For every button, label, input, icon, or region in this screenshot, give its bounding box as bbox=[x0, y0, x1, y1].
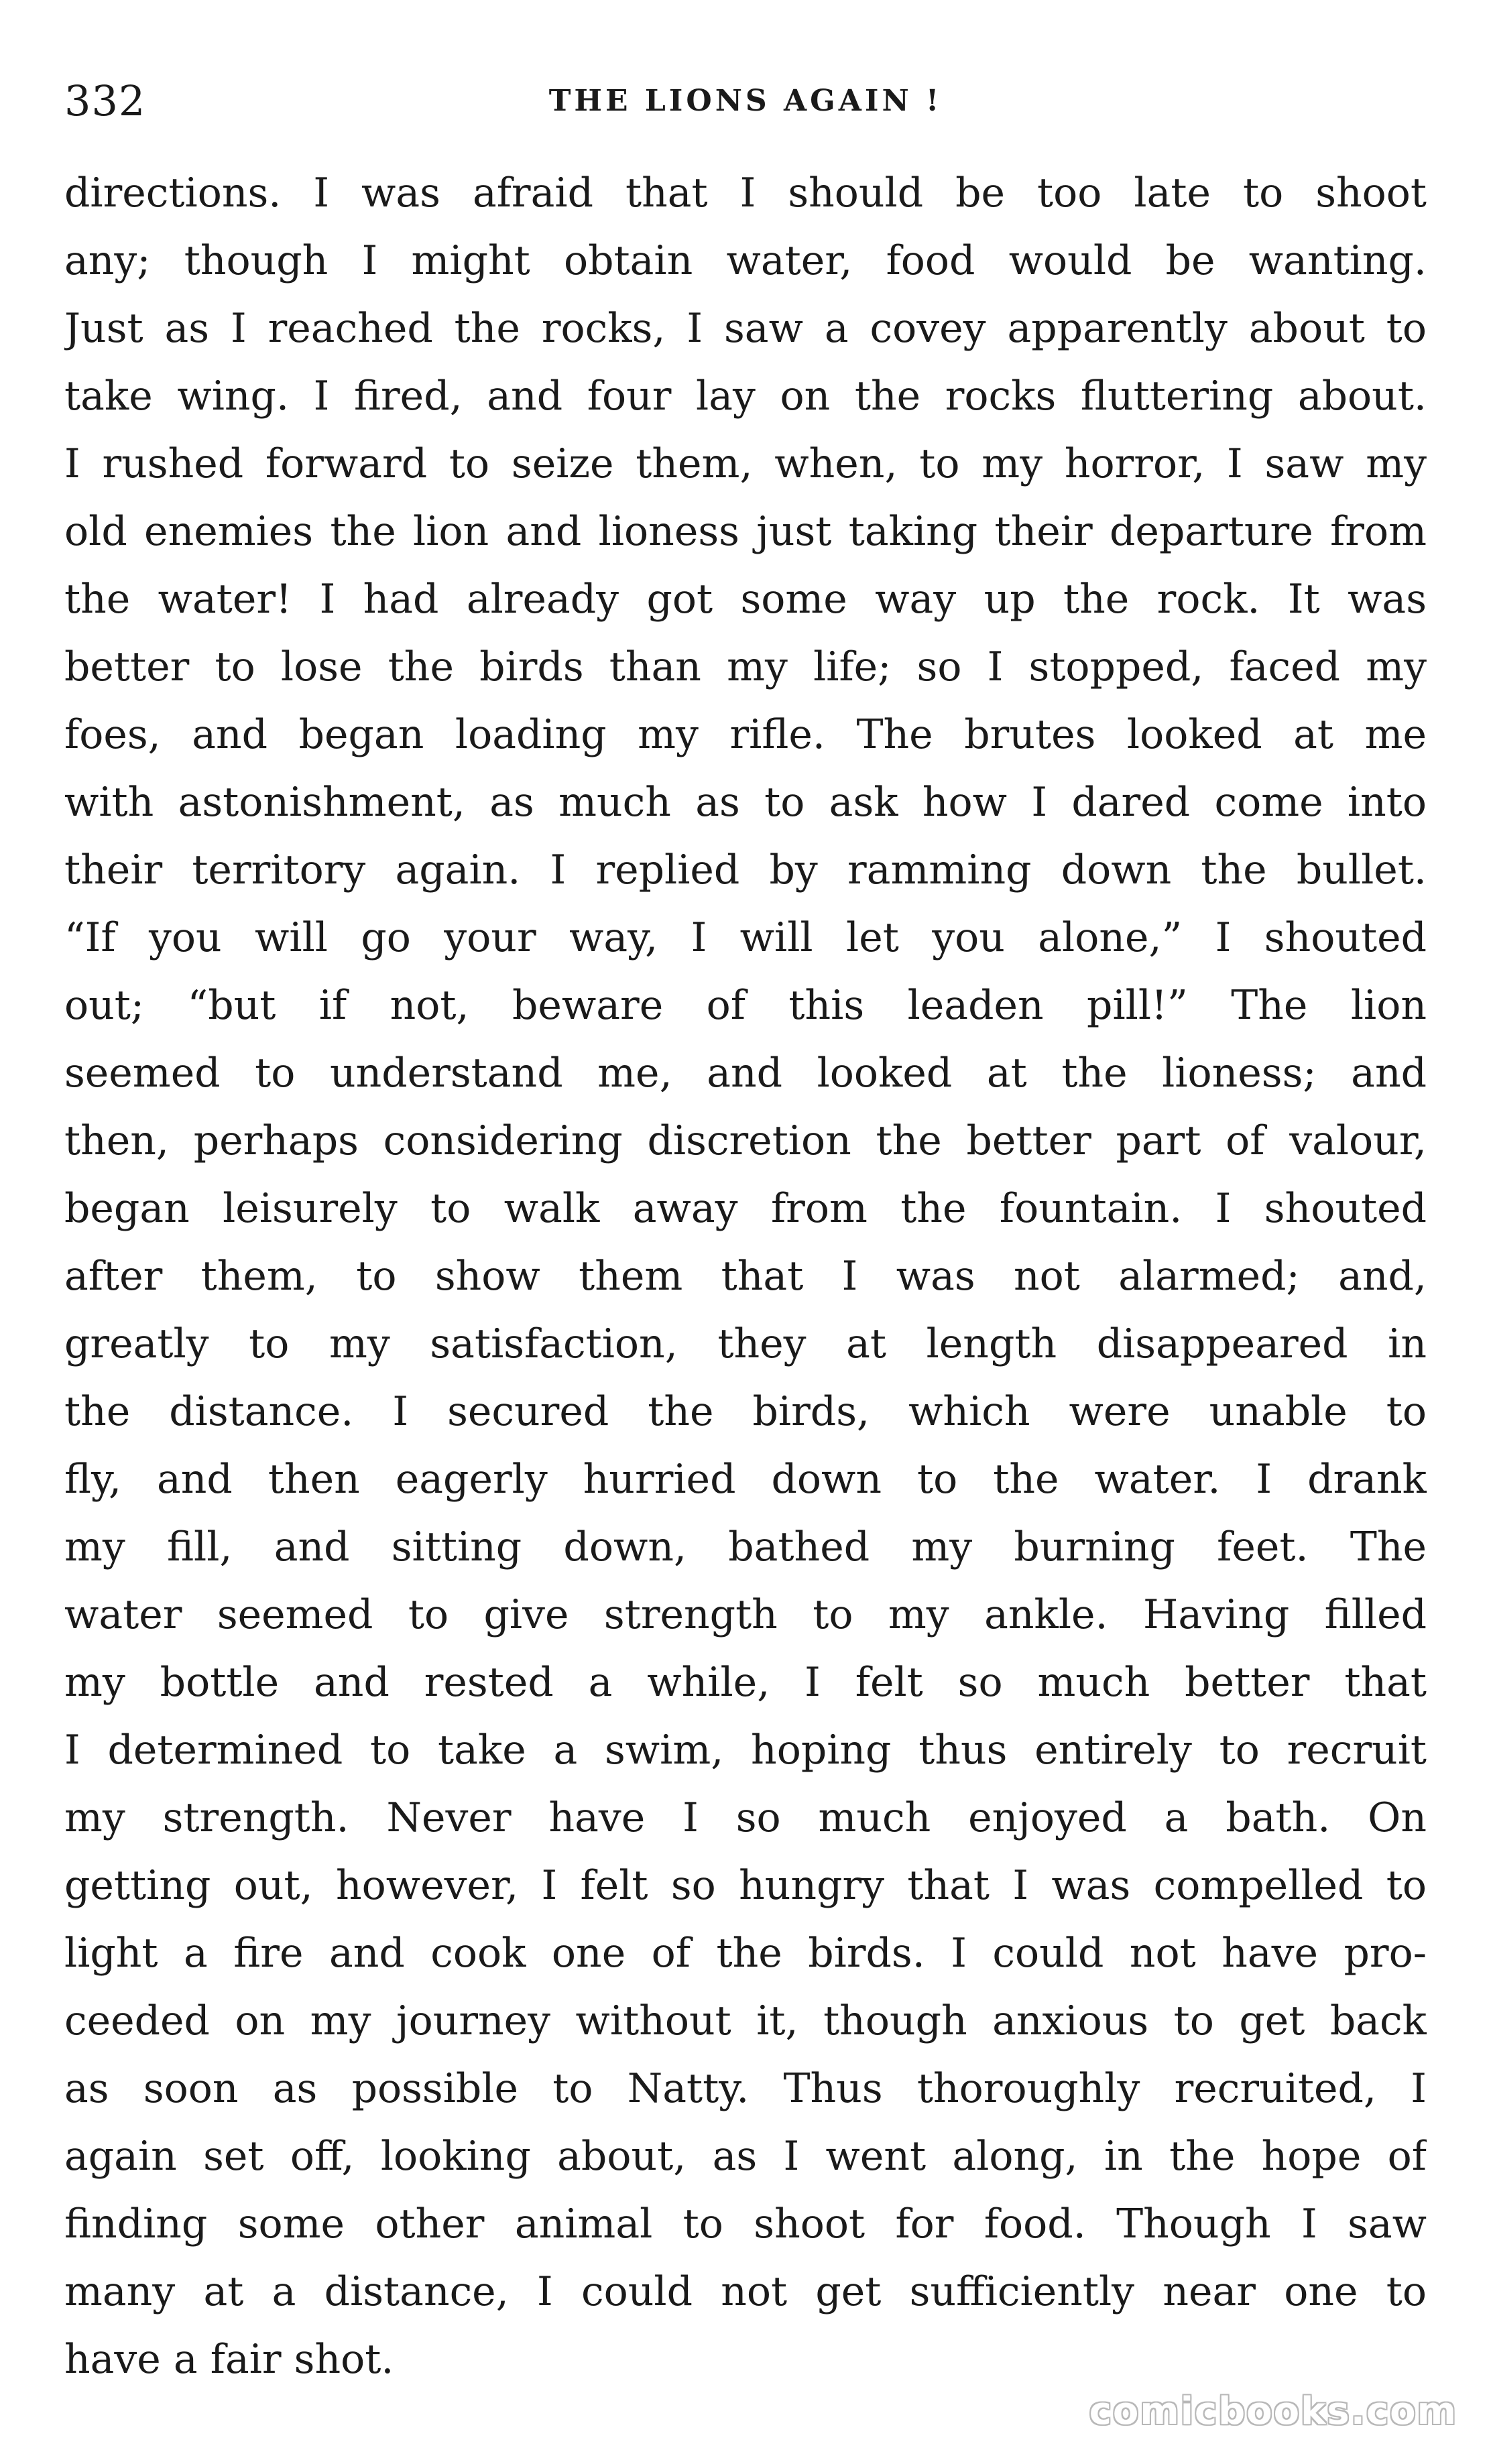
text-line: began leisurely to walk away from the fountain. I shouted bbox=[64, 1185, 1427, 1232]
text-line: finding some other animal to shoot for food. Though I saw bbox=[64, 2201, 1427, 2247]
text-line: my strength. Never have I so much enjoyed a bath. On bbox=[64, 1794, 1427, 1841]
text-line: my bottle and rested a while, I felt so much better that bbox=[64, 1659, 1427, 1706]
text-line: directions. I was afraid that I should be too late to shoot bbox=[64, 170, 1427, 217]
text-line: out; “but if not, beware of this leaden pill!” The lion bbox=[64, 982, 1427, 1029]
text-line: any; though I might obtain water, food would be wanting. bbox=[64, 237, 1427, 284]
text-line: again set off, looking about, as I went along, in the hope of bbox=[64, 2133, 1427, 2180]
text-line: better to lose the birds than my life; so I stopped, faced my bbox=[64, 643, 1427, 690]
text-line: after them, to show them that I was not alarmed; and, bbox=[64, 1253, 1427, 1300]
text-line: the water! I had already got some way up the rock. It was bbox=[64, 576, 1427, 623]
text-line: greatly to my satisfaction, they at length disappeared in bbox=[64, 1320, 1427, 1367]
text-line: seemed to understand me, and looked at the lioness; and bbox=[64, 1050, 1427, 1097]
text-line: fly, and then eagerly hurried down to the water. I drank bbox=[64, 1456, 1427, 1503]
text-line: I determined to take a swim, hoping thus entirely to recruit bbox=[64, 1727, 1427, 1774]
watermark: comicbooks.com bbox=[1089, 2390, 1457, 2433]
running-head: THE LIONS AGAIN ! bbox=[548, 84, 943, 118]
text-line: ceeded on my journey without it, though anxious to get back bbox=[64, 1997, 1427, 2044]
text-line: my fill, and sitting down, bathed my burning feet. The bbox=[64, 1524, 1427, 1570]
text-line: as soon as possible to Natty. Thus thoroughly recruited, I bbox=[64, 2065, 1427, 2112]
text-line: getting out, however, I felt so hungry that I was compelled to bbox=[64, 1862, 1427, 1909]
text-line: water seemed to give strength to my ankle. Having filled bbox=[64, 1591, 1427, 1638]
text-line: take wing. I fired, and four lay on the rocks fluttering about. bbox=[64, 373, 1427, 420]
text-line: many at a distance, I could not get sufficiently near one to bbox=[64, 2268, 1427, 2315]
text-line: “If you will go your way, I will let you alone,” I shouted bbox=[64, 914, 1427, 961]
text-line: light a fire and cook one of the birds. I could not have pro- bbox=[64, 1930, 1427, 1977]
body-text bbox=[64, 160, 1427, 2394]
text-line: Just as I reached the rocks, I saw a covey apparently about to bbox=[64, 305, 1427, 352]
text-line: foes, and began loading my rifle. The brutes looked at me bbox=[64, 711, 1427, 758]
text-line: the distance. I secured the birds, which were unable to bbox=[64, 1388, 1427, 1435]
text-line: with astonishment, as much as to ask how I dared come into bbox=[64, 779, 1427, 826]
page-header bbox=[64, 64, 1427, 138]
text-line: then, perhaps considering discretion the better part of valour, bbox=[64, 1117, 1427, 1164]
text-line: old enemies the lion and lioness just taking their departure from bbox=[64, 508, 1427, 555]
text-line: have a fair shot. bbox=[64, 2336, 394, 2383]
page-number: 332 bbox=[64, 76, 146, 125]
text-line: their territory again. I replied by ramming down the bullet. bbox=[64, 847, 1427, 894]
text-line: I rushed forward to seize them, when, to my horror, I saw my bbox=[64, 440, 1427, 487]
